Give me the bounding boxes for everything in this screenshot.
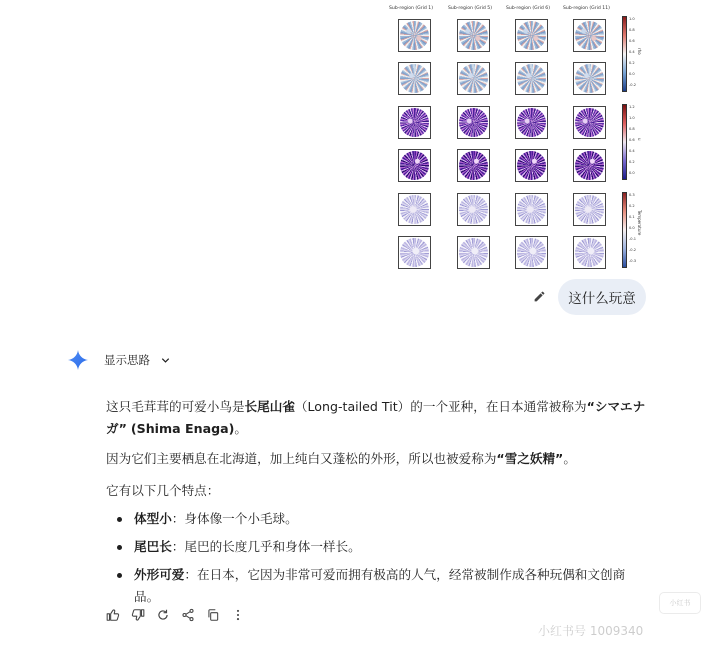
colorbar-tick: 0.4 xyxy=(629,50,635,54)
list-item xyxy=(106,508,646,530)
noise-disc xyxy=(517,21,546,50)
thumbs-up-icon xyxy=(106,608,120,622)
colorbar-label: u xyxy=(637,138,642,141)
subregion-panel xyxy=(398,236,431,269)
thumbs-up-button[interactable] xyxy=(104,606,121,623)
attached-figure-image[interactable] xyxy=(390,4,640,270)
subregion-panel xyxy=(573,236,606,269)
subregion-panel xyxy=(515,19,548,52)
column-title: Sub-region (Grid 11) xyxy=(563,6,610,11)
subregion-panel xyxy=(398,106,431,139)
noise-disc xyxy=(517,151,546,180)
subregion-panel xyxy=(457,106,490,139)
subregion-panel xyxy=(398,193,431,226)
show-thinking-label: 显示思路 xyxy=(104,353,150,367)
text-span: 这只毛茸茸的可爱小鸟是 xyxy=(106,399,245,414)
pencil-icon xyxy=(533,290,546,303)
subregion-panel xyxy=(398,149,431,182)
subregion-panel xyxy=(515,236,548,269)
response-paragraph xyxy=(106,396,646,440)
subregion-panel xyxy=(457,193,490,226)
noise-disc xyxy=(517,64,546,93)
noise-disc xyxy=(400,21,429,50)
text-span: （Long-tailed Tit）的一个亚种，在日本通常被称为 xyxy=(294,399,587,414)
noise-disc xyxy=(459,195,488,224)
column-title: Sub-region (Grid 1) xyxy=(389,6,433,11)
noise-disc xyxy=(575,195,604,224)
colorbar-tick: 0.6 xyxy=(629,39,635,43)
noise-disc xyxy=(459,151,488,180)
noise-disc xyxy=(517,108,546,137)
model-response xyxy=(106,396,646,614)
subregion-panel xyxy=(457,236,490,269)
colorbar-tick: 0.2 xyxy=(629,160,635,164)
colorbar xyxy=(622,192,627,268)
colorbar-tick: 0.0 xyxy=(629,72,635,76)
colorbar-tick: 0.6 xyxy=(629,138,635,142)
noise-disc xyxy=(459,64,488,93)
subregion-panel xyxy=(457,149,490,182)
noise-disc xyxy=(517,195,546,224)
noise-disc xyxy=(575,151,604,180)
colorbar-tick: 0.0 xyxy=(629,226,635,230)
subregion-panel xyxy=(573,193,606,226)
colorbar-tick: 0.2 xyxy=(629,61,635,65)
noise-disc xyxy=(459,238,488,267)
noise-disc xyxy=(400,108,429,137)
thumbs-down-button[interactable] xyxy=(129,606,146,623)
column-title: Sub-region (Grid 6) xyxy=(506,6,550,11)
watermark-logo: 小红书 xyxy=(659,592,701,614)
copy-button[interactable] xyxy=(204,606,221,623)
colorbar-label: rho xyxy=(637,48,642,55)
subregion-panel xyxy=(398,19,431,52)
copy-icon xyxy=(206,608,220,622)
noise-disc xyxy=(400,238,429,267)
user-message-text: 这什么玩意 xyxy=(568,291,636,307)
colorbar-tick: 0.4 xyxy=(629,149,635,153)
feature-desc: 身体像一个小毛球。 xyxy=(184,511,298,526)
subregion-panel xyxy=(515,149,548,182)
more-vertical-icon xyxy=(231,608,245,622)
feature-desc: 在日本，它因为非常可爱而拥有极高的人气，经常被制作成各种玩偶和文创商品。 xyxy=(134,567,626,604)
subregion-panel xyxy=(515,193,548,226)
colorbar-tick: 0.2 xyxy=(629,204,635,208)
noise-disc xyxy=(575,238,604,267)
subregion-panel xyxy=(573,149,606,182)
colorbar xyxy=(622,16,627,92)
feature-term: 尾巴长 xyxy=(134,539,172,554)
colorbar-tick: 0.1 xyxy=(629,215,635,219)
noise-disc xyxy=(400,151,429,180)
colorbar-tick: 1.2 xyxy=(629,105,635,109)
noise-disc xyxy=(459,108,488,137)
colorbar-tick: 0.8 xyxy=(629,127,635,131)
colorbar-tick: -0.2 xyxy=(629,83,637,87)
colorbar-tick: -0.1 xyxy=(629,237,637,241)
share-icon xyxy=(181,608,195,622)
response-actions xyxy=(104,606,246,623)
column-title: Sub-region (Grid 5) xyxy=(448,6,492,11)
thumbs-down-icon xyxy=(131,608,145,622)
noise-disc xyxy=(459,21,488,50)
noise-disc xyxy=(400,64,429,93)
subregion-panel xyxy=(398,62,431,95)
redo-icon xyxy=(156,608,170,622)
colorbar xyxy=(622,104,627,180)
subregion-panel xyxy=(457,62,490,95)
text-span: 因为它们主要栖息在北海道，加上纯白又蓬松的外形，所以也被爱称为 xyxy=(106,451,497,466)
bold-text: 长尾山雀 xyxy=(244,399,295,414)
feature-desc: 尾巴的长度几乎和身体一样长。 xyxy=(184,539,361,554)
text-span: ： xyxy=(171,511,185,526)
gemini-sparkle-icon xyxy=(68,350,88,370)
subregion-panel xyxy=(515,106,548,139)
bold-text: “雪之妖精” xyxy=(496,451,564,466)
feature-term: 体型小 xyxy=(134,511,172,526)
text-span: ： xyxy=(171,539,185,554)
text-span: 。 xyxy=(234,421,247,436)
subregion-panel xyxy=(573,19,606,52)
noise-disc xyxy=(400,195,429,224)
colorbar-tick: 0.8 xyxy=(629,28,635,32)
chevron-down-icon xyxy=(160,355,171,366)
more-options-button[interactable] xyxy=(229,606,246,623)
text-span: 。 xyxy=(563,451,576,466)
feature-list xyxy=(106,508,646,608)
colorbar-tick: 1.0 xyxy=(629,17,635,21)
bold-text: “シマエナガ” xyxy=(106,399,646,436)
feature-term: 外形可爱 xyxy=(134,567,185,582)
share-button[interactable] xyxy=(179,606,196,623)
redo-button[interactable] xyxy=(154,606,171,623)
subregion-panel xyxy=(573,62,606,95)
colorbar-tick: 0.0 xyxy=(629,171,635,175)
colorbar-label: Temperature xyxy=(637,210,642,236)
watermark-text: 小红书号 1009340 xyxy=(538,624,644,638)
response-paragraph: 它有以下几个特点： xyxy=(106,483,220,498)
edit-message-button[interactable] xyxy=(530,287,548,305)
noise-disc xyxy=(575,21,604,50)
bold-text: (Shima Enaga) xyxy=(130,421,235,436)
colorbar-tick: 0.3 xyxy=(629,193,635,197)
list-item xyxy=(106,564,646,608)
colorbar-tick: -0.3 xyxy=(629,259,637,263)
user-message-bubble xyxy=(558,279,646,315)
colorbar-tick: -0.2 xyxy=(629,248,637,252)
show-thinking-toggle[interactable] xyxy=(104,351,171,369)
subregion-panel xyxy=(573,106,606,139)
response-paragraph xyxy=(106,448,646,470)
noise-disc xyxy=(575,108,604,137)
subregion-panel xyxy=(457,19,490,52)
noise-disc xyxy=(575,64,604,93)
subregion-panel xyxy=(515,62,548,95)
colorbar-tick: 1.0 xyxy=(629,116,635,120)
noise-disc xyxy=(517,238,546,267)
list-item xyxy=(106,536,646,558)
text-span: ： xyxy=(184,567,197,582)
